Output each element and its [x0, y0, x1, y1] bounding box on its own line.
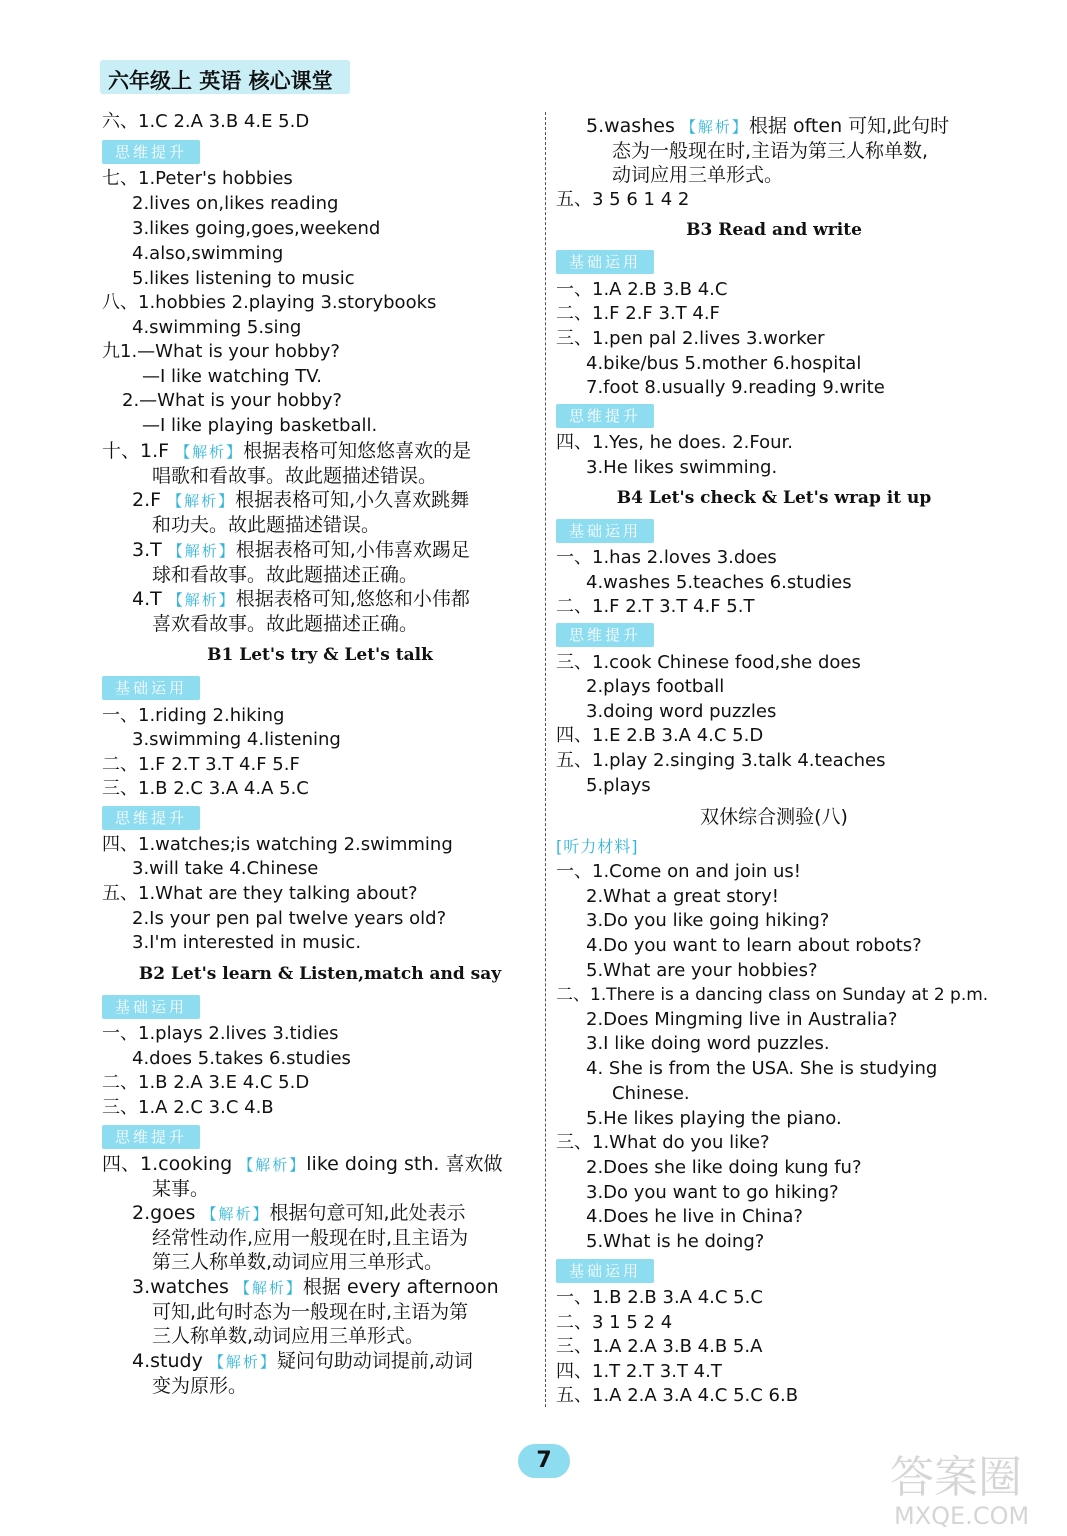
answer-line: 二、1.F 2.T 3.T 4.F 5.T	[556, 596, 755, 617]
page-number: 7	[518, 1444, 570, 1478]
answer-line: 动词应用三单形式。	[612, 164, 784, 186]
answer-line: 四、1.watches;is watching 2.swimming	[102, 834, 453, 855]
answer-line: 2.lives on,likes reading	[132, 193, 339, 214]
section-tag: 基础运用	[102, 676, 200, 700]
answer-line: 3.doing word puzzles	[586, 701, 777, 722]
answer-line: Chinese.	[612, 1083, 690, 1104]
answer-line: 5.What are your hobbies?	[586, 960, 818, 981]
section-tag: 思维提升	[102, 140, 200, 164]
page-header-title: 六年级上 英语 核心课堂	[108, 69, 333, 93]
section-tag: 基础运用	[102, 995, 200, 1019]
answer-line: 三、1.A 2.C 3.C 4.B	[102, 1097, 274, 1118]
answer-line: 四、1.E 2.B 3.A 4.C 5.D	[556, 725, 764, 746]
answer-line: 一、1.riding 2.hiking	[102, 705, 285, 726]
answer-line: 可知,此句时态为一般现在时,主语为第	[152, 1301, 469, 1323]
answer-line: 四、1.Yes, he does. 2.Four.	[556, 432, 793, 453]
answer-line: 变为原形。	[152, 1375, 248, 1397]
answer-line: 态为一般现在时,主语为第三人称单数,	[612, 140, 929, 162]
column-divider	[545, 112, 546, 1407]
answer-line: 八、1.hobbies 2.playing 3.storybooks	[102, 292, 437, 313]
answer-line: 五、1.A 2.A 3.A 4.C 5.C 6.B	[556, 1385, 799, 1406]
analysis-label: 【解析】	[175, 443, 244, 461]
answer-line: 3.watches 【解析】根据 every afternoon	[132, 1276, 499, 1298]
answer-line: 九1.—What is your hobby?	[102, 341, 340, 362]
answer-line: 2.Does Mingming live in Australia?	[586, 1009, 898, 1030]
answer-line: 三、1.A 2.A 3.B 4.B 5.A	[556, 1336, 763, 1357]
answer-line: 3.T 【解析】根据表格可知,小伟喜欢踢足	[132, 539, 470, 561]
answer-line: 三、1.What do you like?	[556, 1132, 770, 1153]
answer-line: 二、1.B 2.A 3.E 4.C 5.D	[102, 1072, 310, 1093]
answer-line: 五、3 5 6 1 4 2	[556, 189, 690, 210]
answer-line: 5.What is he doing?	[586, 1231, 765, 1252]
answer-line: 和功夫。故此题描述错误。	[152, 514, 381, 536]
answer-line: 二、3 1 5 2 4	[556, 1312, 673, 1333]
answer-line: 2.What a great story!	[586, 886, 779, 907]
answer-line: 2.plays football	[586, 676, 725, 697]
answer-line: 二、1.F 2.F 3.T 4.F	[556, 303, 720, 324]
answer-line: 4.bike/bus 5.mother 6.hospital	[586, 353, 862, 374]
answer-line: 经常性动作,应用一般现在时,且主语为	[152, 1227, 469, 1249]
answer-line: 4.washes 5.teaches 6.studies	[586, 572, 852, 593]
answer-line: 3.likes going,goes,weekend	[132, 218, 381, 239]
section-heading: B3 Read and write	[686, 220, 862, 240]
answer-line: 十、1.F 【解析】根据表格可知悠悠喜欢的是	[102, 440, 472, 462]
test-heading: 双休综合测验(八)	[700, 806, 848, 828]
answer-line: 2.Is your pen pal twelve years old?	[132, 908, 447, 929]
answer-line: 4. She is from the USA. She is studying	[586, 1058, 938, 1079]
section-tag: 思维提升	[556, 623, 654, 647]
analysis-label: 【解析】	[167, 542, 236, 560]
answer-line: 4.swimming 5.sing	[132, 317, 302, 338]
answer-line: 第三人称单数,动词应用三单形式。	[152, 1251, 444, 1273]
section-heading: B4 Let's check & Let's wrap it up	[616, 488, 932, 508]
answer-line: 4.study 【解析】疑问句助动词提前,动词	[132, 1350, 473, 1372]
section-tag: 思维提升	[556, 404, 654, 428]
answer-line: 5.likes listening to music	[132, 268, 355, 289]
answer-line: 球和看故事。故此题描述正确。	[152, 564, 419, 586]
answer-line: 4.also,swimming	[132, 243, 284, 264]
answer-line: 3.will take 4.Chinese	[132, 858, 319, 879]
answer-line: 一、1.Come on and join us!	[556, 861, 801, 882]
answer-line: 三人称单数,动词应用三单形式。	[152, 1325, 425, 1347]
section-tag: 基础运用	[556, 250, 654, 274]
answer-line: 4.does 5.takes 6.studies	[132, 1048, 351, 1069]
answer-line: 一、1.has 2.loves 3.does	[556, 547, 777, 568]
answer-line: 4.Does he live in China?	[586, 1206, 803, 1227]
section-tag: 思维提升	[102, 806, 200, 830]
analysis-label: 【解析】	[234, 1279, 303, 1297]
answer-line: 3.He likes swimming.	[586, 457, 778, 478]
answer-line: 4.Do you want to learn about robots?	[586, 935, 922, 956]
answer-line: 五、1.What are they talking about?	[102, 883, 418, 904]
answer-line: 三、1.B 2.C 3.A 4.A 5.C	[102, 778, 309, 799]
answer-line: 2.goes 【解析】根据句意可知,此处表示	[132, 1202, 466, 1224]
answer-line: 六、1.C 2.A 3.B 4.E 5.D	[102, 111, 310, 132]
watermark-logo	[880, 1440, 1060, 1530]
answer-line: 5.washes 【解析】根据 often 可知,此句时	[586, 115, 950, 137]
answer-line: 3.I like doing word puzzles.	[586, 1033, 830, 1054]
answer-line: 5.plays	[586, 775, 651, 796]
answer-line: —I like playing basketball.	[142, 415, 378, 436]
answer-line: 三、1.cook Chinese food,she does	[556, 652, 861, 673]
analysis-label: 【解析】	[201, 1205, 270, 1223]
answer-line: 七、1.Peter's hobbies	[102, 168, 293, 189]
answer-line: 唱歌和看故事。故此题描述错误。	[152, 465, 438, 487]
analysis-label: 【解析】	[680, 118, 749, 136]
answer-line: 二、1.F 2.T 3.T 4.F 5.F	[102, 754, 300, 775]
analysis-label: 【解析】	[167, 492, 236, 510]
answer-line: 7.foot 8.usually 9.reading 9.write	[586, 377, 885, 398]
answer-line: 五、1.play 2.singing 3.talk 4.teaches	[556, 750, 886, 771]
answer-line: —I like watching TV.	[142, 366, 322, 387]
answer-line: 3.swimming 4.listening	[132, 729, 341, 750]
header-banner	[100, 60, 350, 94]
answer-line: 四、1.T 2.T 3.T 4.T	[556, 1361, 722, 1382]
analysis-label: 【解析】	[208, 1353, 277, 1371]
answer-line: 某事。	[152, 1178, 210, 1200]
answer-line: 四、1.cooking 【解析】like doing sth. 喜欢做	[102, 1153, 503, 1175]
answer-line: 喜欢看故事。故此题描述正确。	[152, 613, 419, 635]
answer-line: 3.Do you want to go hiking?	[586, 1182, 839, 1203]
section-heading: B1 Let's try & Let's talk	[207, 645, 433, 665]
watermark-sub: MXQE.COM	[894, 1502, 1030, 1530]
answer-line: 3.Do you like going hiking?	[586, 910, 830, 931]
answer-line: 5.He likes playing the piano.	[586, 1108, 842, 1129]
answer-line: 一、1.B 2.B 3.A 4.C 5.C	[556, 1287, 763, 1308]
section-tag: 基础运用	[556, 519, 654, 543]
answer-line: 一、1.plays 2.lives 3.tidies	[102, 1023, 339, 1044]
answer-line: 一、1.A 2.B 3.B 4.C	[556, 279, 728, 300]
section-tag: 基础运用	[556, 1259, 654, 1283]
answer-line: 2.F 【解析】根据表格可知,小久喜欢跳舞	[132, 489, 470, 511]
section-tag: [听力材料]	[556, 837, 639, 856]
answer-line: 二、1.There is a dancing class on Sunday at 2 p.m.	[556, 985, 989, 1005]
analysis-label: 【解析】	[167, 591, 236, 609]
answer-line: 三、1.pen pal 2.lives 3.worker	[556, 328, 825, 349]
answer-line: 2.—What is your hobby?	[122, 390, 342, 411]
answer-line: 2.Does she like doing kung fu?	[586, 1157, 862, 1178]
watermark-text: 答案圈	[890, 1452, 1022, 1503]
section-heading: B2 Let's learn & Listen,match and say	[138, 964, 502, 984]
analysis-label: 【解析】	[238, 1156, 307, 1174]
section-tag: 思维提升	[102, 1125, 200, 1149]
answer-line: 3.I'm interested in music.	[132, 932, 362, 953]
answer-line: 4.T 【解析】根据表格可知,悠悠和小伟都	[132, 588, 470, 610]
